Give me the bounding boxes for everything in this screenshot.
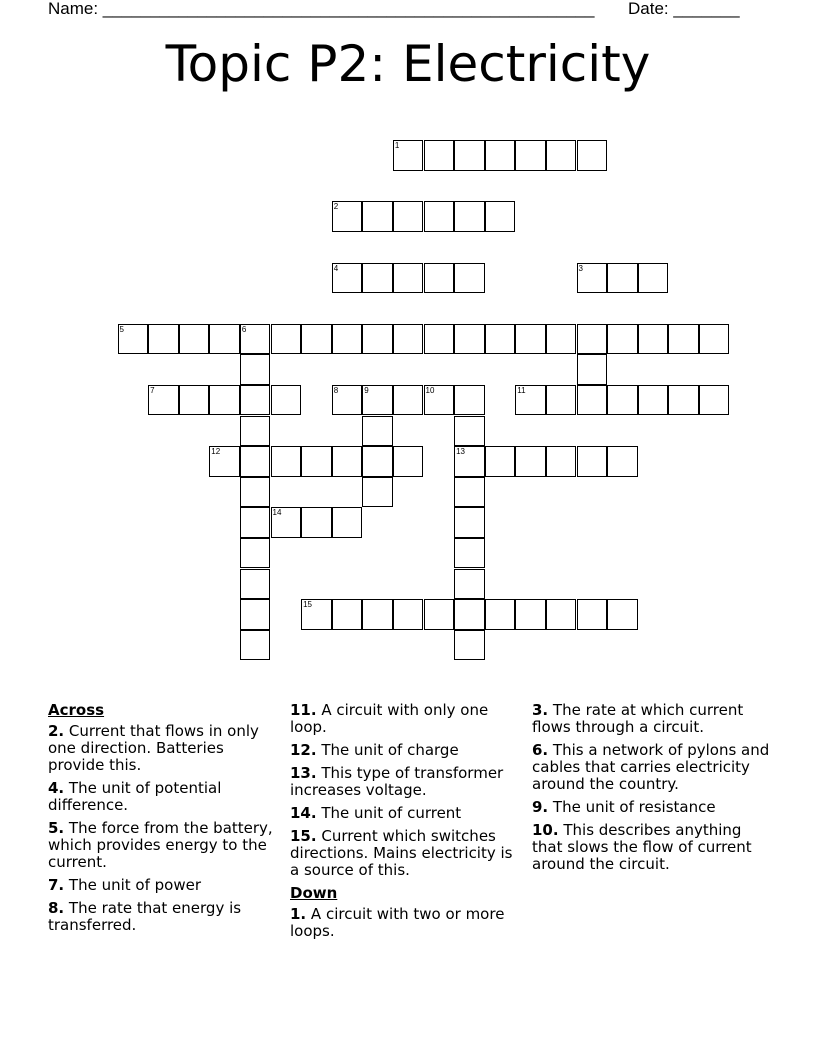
grid-cell[interactable] [240,477,271,508]
clue-number-label: 9 [364,385,369,395]
grid-cell[interactable] [454,599,485,630]
grid-cell[interactable] [577,599,608,630]
clue-number: 15. [290,827,317,845]
grid-cell[interactable] [271,446,302,477]
across-heading: Across [48,701,105,719]
date-line: Date: _______ [628,0,740,18]
grid-cell[interactable] [485,446,516,477]
grid-cell[interactable] [546,385,577,416]
grid-cell[interactable] [668,324,699,355]
grid-cell[interactable] [240,630,271,661]
grid-cell[interactable] [515,324,546,355]
grid-cell[interactable] [638,263,669,294]
grid-cell[interactable] [393,599,424,630]
clue-number-label: 12 [211,447,221,457]
clue-text: This a network of pylons and cables that carries electricity around the country. [532,741,770,793]
clue-across-5 [48,820,280,871]
clue-text: The rate at which current flows through a circuit. [532,701,744,736]
grid-cell[interactable] [577,324,608,355]
grid-cell[interactable] [118,324,149,355]
clue-text: The unit of resistance [552,798,716,816]
clue-column-3 [532,702,772,879]
grid-cell[interactable] [362,324,393,355]
clue-text: A circuit with two or more loops. [290,905,505,940]
clue-number-label: 3 [578,263,583,273]
grid-cell[interactable] [454,507,485,538]
clue-number-label: 4 [333,263,339,273]
grid-cell[interactable] [515,140,546,171]
grid-cell[interactable] [424,599,455,630]
grid-cell[interactable] [699,324,730,355]
grid-cell[interactable] [638,385,669,416]
clue-number: 6. [532,741,549,759]
clue-number: 11. [290,701,317,719]
grid-cell[interactable] [454,201,485,232]
grid-cell[interactable] [454,416,485,447]
grid-cell[interactable] [515,599,546,630]
grid-cell[interactable] [454,477,485,508]
grid-cell[interactable] [179,324,210,355]
grid-cell[interactable] [577,263,608,294]
grid-cell[interactable] [424,324,455,355]
grid-cell[interactable] [240,416,271,447]
clue-number: 13. [290,764,317,782]
clue-across-11 [290,702,522,736]
clue-across-12 [290,742,522,759]
clue-across-15 [290,828,522,879]
grid-cell[interactable] [485,599,516,630]
grid-cell[interactable] [332,507,363,538]
grid-cell[interactable] [301,599,332,630]
clue-number: 8. [48,899,65,917]
clue-across-7 [48,877,280,894]
grid-cell[interactable] [362,599,393,630]
clue-text: Current which switches directions. Mains electricity is a source of this. [290,827,513,879]
grid-cell[interactable] [577,354,608,385]
grid-cell[interactable] [362,416,393,447]
clue-number-label: 5 [119,324,124,334]
grid-cell[interactable] [393,446,424,477]
grid-cell[interactable] [424,263,455,294]
grid-cell[interactable] [301,446,332,477]
name-line: Name: ____________________________________________________ [48,0,595,18]
grid-cell[interactable] [332,599,363,630]
clue-text: The rate that energy is transferred. [48,899,242,934]
clue-across-14 [290,805,522,822]
clue-text: The unit of current [321,804,462,822]
clue-number-label: 2 [333,202,339,212]
grid-cell[interactable] [179,385,210,416]
grid-cell[interactable] [454,140,485,171]
clue-column-2 [290,702,522,946]
clue-across-2 [48,723,280,774]
grid-cell[interactable] [454,630,485,661]
grid-cell[interactable] [607,599,638,630]
grid-cell[interactable] [393,140,424,171]
grid-cell[interactable] [362,477,393,508]
grid-cell[interactable] [362,263,393,294]
grid-cell[interactable] [668,385,699,416]
grid-cell[interactable] [271,507,302,538]
grid-cell[interactable] [209,385,240,416]
grid-cell[interactable] [240,538,271,569]
grid-cell[interactable] [362,385,393,416]
grid-cell[interactable] [454,569,485,600]
grid-cell[interactable] [301,507,332,538]
clue-number: 10. [532,821,559,839]
grid-cell[interactable] [362,201,393,232]
grid-cell[interactable] [332,446,363,477]
clue-number: 1. [290,905,307,923]
grid-cell[interactable] [393,263,424,294]
grid-cell[interactable] [240,446,271,477]
grid-cell[interactable] [546,599,577,630]
clue-down-6 [532,742,772,793]
clue-number: 3. [532,701,549,719]
grid-cell[interactable] [607,385,638,416]
clue-number-label: 15 [303,600,312,610]
grid-cell[interactable] [240,507,271,538]
grid-cell[interactable] [546,446,577,477]
grid-cell[interactable] [607,446,638,477]
clue-across-4 [48,780,280,814]
grid-cell[interactable] [607,263,638,294]
clue-column-1 [48,702,280,940]
clue-text: This describes anything that slows the flow of current around the circuit. [532,821,752,873]
clue-number: 5. [48,819,65,837]
clue-number-label: 6 [241,324,247,334]
grid-cell[interactable] [393,324,424,355]
clue-number-label: 8 [333,385,339,395]
grid-cell[interactable] [454,263,485,294]
grid-cell[interactable] [393,201,424,232]
grid-cell[interactable] [515,446,546,477]
clue-across-13 [290,765,522,799]
clue-number-label: 13 [456,447,465,457]
clue-text: A circuit with only one loop. [290,701,489,736]
grid-cell[interactable] [240,599,271,630]
grid-cell[interactable] [454,324,485,355]
page-title: Topic P2: Electricity [165,35,651,93]
clue-text: Current that flows in only one direction. Batteries provide this. [48,722,259,774]
grid-cell[interactable] [362,446,393,477]
clue-text: The unit of potential difference. [48,779,222,814]
clue-number: 14. [290,804,317,822]
grid-cell[interactable] [240,385,271,416]
grid-cell[interactable] [209,446,240,477]
grid-cell[interactable] [699,385,730,416]
grid-cell[interactable] [301,324,332,355]
grid-cell[interactable] [424,201,455,232]
grid-cell[interactable] [271,324,302,355]
grid-cell[interactable] [485,324,516,355]
grid-cell[interactable] [424,385,455,416]
grid-cell[interactable] [271,385,302,416]
clue-number-label: 11 [517,385,526,395]
grid-cell[interactable] [485,140,516,171]
grid-cell[interactable] [577,385,608,416]
clue-text: The unit of power [68,876,202,894]
grid-cell[interactable] [332,263,363,294]
grid-cell[interactable] [148,324,179,355]
clue-text: The unit of charge [321,741,459,759]
clue-text: The force from the battery, which provides energy to the current. [48,819,273,871]
clue-number: 12. [290,741,317,759]
clue-number-label: 14 [272,508,282,518]
clue-text: This type of transformer increases voltage. [290,764,504,799]
clue-across-8 [48,900,280,934]
clue-number: 2. [48,722,65,740]
grid-cell[interactable] [148,385,179,416]
grid-cell[interactable] [240,569,271,600]
grid-cell[interactable] [454,385,485,416]
grid-cell[interactable] [332,201,363,232]
clue-down-9 [532,799,772,816]
clue-number-label: 7 [150,385,155,395]
grid-cell[interactable] [607,324,638,355]
clue-number: 4. [48,779,65,797]
clue-number: 7. [48,876,65,894]
clue-number: 9. [532,798,549,816]
clue-number-label: 1 [394,141,400,151]
grid-cell[interactable] [546,140,577,171]
grid-cell[interactable] [454,538,485,569]
clue-down-10 [532,822,772,873]
grid-cell[interactable] [454,446,485,477]
grid-cell[interactable] [638,324,669,355]
grid-cell[interactable] [332,324,363,355]
grid-cell[interactable] [577,446,608,477]
grid-cell[interactable] [485,201,516,232]
grid-cell[interactable] [240,354,271,385]
grid-cell[interactable] [209,324,240,355]
grid-cell[interactable] [577,140,608,171]
grid-cell[interactable] [332,385,363,416]
clue-down-3 [532,702,772,736]
grid-cell[interactable] [393,385,424,416]
down-heading: Down [290,884,338,902]
grid-cell[interactable] [240,324,271,355]
grid-cell[interactable] [546,324,577,355]
grid-cell[interactable] [424,140,455,171]
clue-number-label: 10 [425,385,435,395]
clue-down-1 [290,906,522,940]
grid-cell[interactable] [515,385,546,416]
